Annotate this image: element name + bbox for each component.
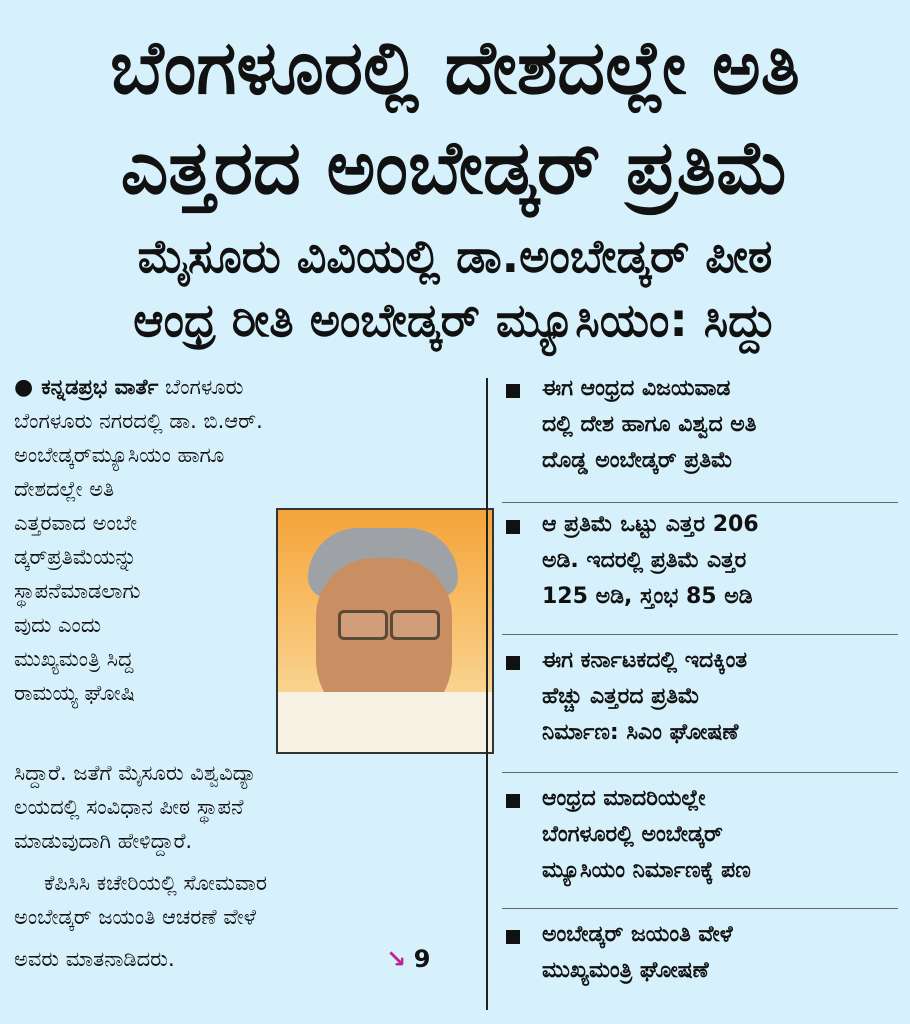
headline-line-1: ಬೆಂಗಳೂರಲ್ಲಿ ದೇಶದಲ್ಲೇ ಅತಿ bbox=[110, 25, 800, 111]
highlight-line: 125 ಅಡಿ, ಸ್ತಂಭ 85 ಅಡಿ bbox=[542, 584, 753, 609]
article-line: ಅವರು ಮಾತನಾಡಿದರು. bbox=[14, 947, 175, 971]
article-line: ದೇಶದಲ್ಲೇ ಅತಿ bbox=[14, 477, 115, 501]
square-bullet-icon bbox=[506, 520, 520, 534]
highlight-line: ಅಡಿ. ಇದರಲ್ಲಿ ಪ್ರತಿಮೆ ಎತ್ತರ bbox=[542, 548, 747, 573]
highlight-line: ಹೆಚ್ಚು ಎತ್ತರದ ಪ್ರತಿಮೆ bbox=[542, 684, 700, 709]
article-line: ಡ್ಕರ್‌ಪ್ರತಿಮೆಯನ್ನು bbox=[14, 545, 137, 569]
highlight-line: ಅಂಬೇಡ್ಕರ್ ಜಯಂತಿ ವೇಳೆ bbox=[542, 922, 733, 947]
highlight-line: ದೊಡ್ಡ ಅಂಬೇಡ್ಕರ್ ಪ್ರತಿಮೆ bbox=[542, 448, 733, 473]
highlight-item bbox=[502, 642, 898, 773]
highlight-item bbox=[502, 780, 898, 909]
highlight-line: ಆ ಪ್ರತಿಮೆ ಒಟ್ಟು ಎತ್ತರ 206 bbox=[542, 512, 759, 537]
highlight-line: ಮುಖ್ಯಮಂತ್ರಿ ಘೋಷಣೆ bbox=[542, 958, 709, 983]
continue-page-number: 9 bbox=[413, 945, 431, 973]
article-line: ಎತ್ತರವಾದ ಅಂಬೇ bbox=[14, 511, 138, 535]
highlight-item bbox=[502, 508, 898, 635]
article-line: ರಾಮಯ್ಯ ಘೋಷಿ bbox=[14, 681, 135, 705]
continue-arrow-icon: ↘ bbox=[386, 945, 407, 973]
article-line: ಕೆಪಿಸಿಸಿ ಕಚೇರಿಯಲ್ಲಿ ಸೋಮವಾರ bbox=[44, 871, 267, 895]
highlight-item bbox=[502, 372, 898, 503]
article-body bbox=[14, 372, 474, 1012]
highlight-line: ಬೆಂಗಳೂರಲ್ಲಿ ಅಂಬೇಡ್ಕರ್ bbox=[542, 822, 723, 847]
byline-source: ಕನ್ನಡಪ್ರಭ ವಾರ್ತೆ bbox=[41, 375, 159, 399]
highlight-line: ಈಗ ಕರ್ನಾಟಕದಲ್ಲಿ ಇದಕ್ಕಿಂತ bbox=[542, 648, 748, 673]
square-bullet-icon bbox=[506, 656, 520, 670]
highlight-line: ಆಂಧ್ರದ ಮಾದರಿಯಲ್ಲೇ bbox=[542, 786, 706, 811]
continued-on-page[interactable] bbox=[386, 944, 430, 974]
column-divider bbox=[486, 378, 488, 1010]
chief-minister-photo bbox=[276, 508, 494, 754]
subheadline-line-1: ಮೈಸೂರು ವಿವಿಯಲ್ಲಿ ಡಾ.ಅಂಬೇಡ್ಕರ್ ಪೀಠ bbox=[137, 229, 773, 283]
highlight-line: ಮ್ಯೂಸಿಯಂ ನಿರ್ಮಾಣಕ್ಕೆ ಪಣ bbox=[542, 858, 751, 883]
headline-line-2: ಎತ್ತರದ ಅಂಬೇಡ್ಕರ್ ಪ್ರತಿಮೆ bbox=[120, 125, 790, 211]
article-line: ಲಯದಲ್ಲಿ ಸಂವಿಧಾನ ಪೀಠ ಸ್ಥಾಪನೆ bbox=[14, 795, 244, 819]
subheadline-line-2: ಆಂಧ್ರ ರೀತಿ ಅಂಬೇಡ್ಕರ್ ಮ್ಯೂಸಿಯಂ: ಸಿದ್ದು bbox=[133, 293, 777, 347]
article-line: ಮಾಡುವುದಾಗಿ ಹೇಳಿದ್ದಾರೆ. bbox=[14, 829, 193, 853]
bullet-dot-icon: ● bbox=[14, 375, 34, 400]
square-bullet-icon bbox=[506, 384, 520, 398]
square-bullet-icon bbox=[506, 794, 520, 808]
highlight-line: ಈಗ ಆಂಧ್ರದ ವಿಜಯವಾಡ bbox=[542, 376, 731, 401]
square-bullet-icon bbox=[506, 930, 520, 944]
byline-place: ಬೆಂಗಳೂರು bbox=[165, 375, 244, 399]
highlights-box bbox=[502, 372, 898, 1012]
article-line: ಅಂಬೇಡ್ಕರ್‌ಮ್ಯೂಸಿಯಂ ಹಾಗೂ bbox=[14, 443, 225, 467]
highlight-item bbox=[502, 916, 898, 996]
highlight-line: ದಲ್ಲಿ ದೇಶ ಹಾಗೂ ವಿಶ್ವದ ಅತಿ bbox=[542, 412, 757, 437]
article-line: ವುದು ಎಂದು bbox=[14, 613, 102, 637]
byline bbox=[14, 372, 243, 403]
article-line: ಮುಖ್ಯಮಂತ್ರಿ ಸಿದ್ದ bbox=[14, 647, 134, 671]
article-line: ಅಂಬೇಡ್ಕರ್ ಜಯಂತಿ ಆಚರಣೆ ವೇಳೆ bbox=[14, 905, 256, 929]
highlight-line: ನಿರ್ಮಾಣ: ಸಿಎಂ ಘೋಷಣೆ bbox=[542, 720, 739, 745]
article-line: ಸ್ಥಾಪನೆಮಾಡಲಾಗು bbox=[14, 579, 141, 603]
article-line: ಸಿದ್ದಾರೆ. ಜತೆಗೆ ಮೈಸೂರು ವಿಶ್ವವಿದ್ಯಾ bbox=[14, 761, 257, 785]
article-line: ಬೆಂಗಳೂರು ನಗರದಲ್ಲಿ ಡಾ. ಬಿ.ಆರ್. bbox=[14, 409, 263, 433]
